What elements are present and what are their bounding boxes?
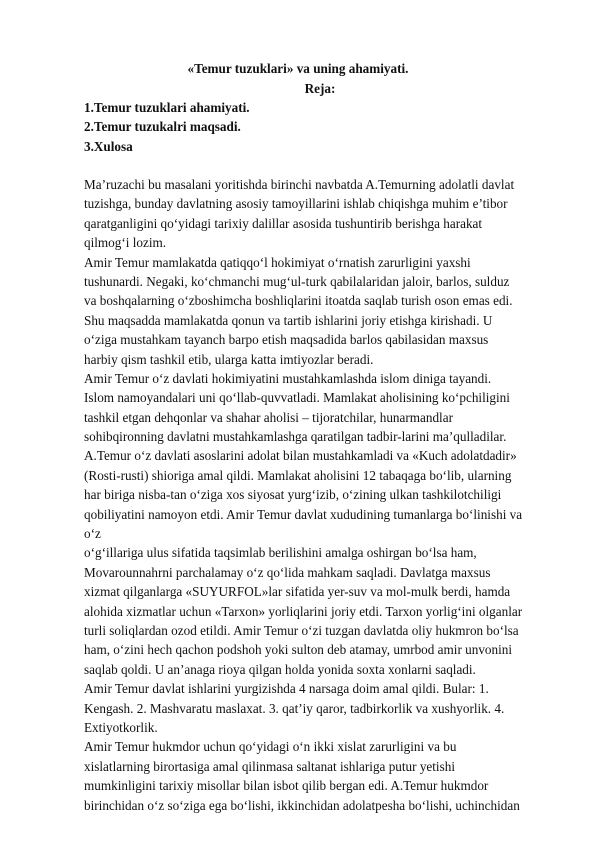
body-line: tashkil etgan dehqonlar va shahar aholisi – tijoratchilar, hunarmandlar	[84, 409, 453, 425]
body-line: o‘ziga mustahkam tayanch barpo etish maqsadida barlos qabilasidan maxsus	[84, 332, 489, 348]
plan-list	[84, 98, 554, 156]
plan-item: 2.Temur tuzukalri maqsadi.	[84, 119, 241, 135]
body-line: (Rosti-rusti) shioriga amal qildi. Mamlakat aholisini 12 tabaqaga bo‘lib, ularning	[84, 467, 512, 483]
body-line: sohibqironning davlatni mustahkamlashga qaratilgan tadbir-larini ma’qulladilar.	[84, 429, 507, 445]
body-line: xizmat qilganlarga «SUYURFOL»lar sifatida yer-suv va mol-mulk berdi, hamda	[84, 584, 511, 600]
body-line: Islom namoyandalari uni qo‘llab-quvvatladi. Mamlakat aholisining ko‘pchiligini	[84, 390, 510, 406]
body-line: turli soliqlardan ozod etildi. Amir Temur o‘zi tuzgan davlatda oliy hukmron bo‘lsa	[84, 622, 519, 638]
body-line: saqlab qoldi. U an’anaga rioya qilgan holda yonida soxta xonlarni saqladi.	[84, 661, 476, 677]
body-line: tuzishga, bunday davlatning asosiy tamoyillarini ishlab chiqishga muhim e’tibor	[84, 196, 508, 212]
body-line: Ma’ruzachi bu masalani yoritishda birinchi navbatda A.Temurning adolatli davlat	[84, 177, 515, 192]
plan-item: 3.Xulosa	[84, 138, 133, 154]
body-line: Amir Temur o‘z davlati hokimiyatini mustahkamlashda islom diniga tayandi.	[84, 370, 492, 386]
body-line: va boshqalarning o‘zboshimcha boshliqlarini itoatda saqlab turish oson emas edi.	[84, 293, 513, 309]
document-title: «Temur tuzuklari» va uning ahamiyati.	[187, 61, 409, 76]
body-line: qilmog‘i lozim.	[84, 235, 167, 251]
body-line: A.Temur o‘z davlati asoslarini adolat bilan mustahkamladi va «Kuch adolatdadir»	[84, 448, 517, 464]
body-line: har biriga nisba-tan o‘ziga xos siyosat yurg‘izib, o‘zining ulkan tashkilotchiligi	[84, 487, 502, 503]
body-line: Amir Temur davlat ishlarini yurgizishda 4 narsaga doim amal qildi. Bular: 1.	[84, 681, 489, 697]
body-text	[84, 175, 564, 815]
plan-heading: Reja:	[304, 81, 336, 96]
body-line: mumkinligini tarixiy misollar bilan isbot qilib bergan edi. A.Temur hukmdor	[84, 778, 489, 794]
body-line: o‘z	[84, 526, 101, 542]
plan-item: 1.Temur tuzuklari ahamiyati.	[84, 100, 250, 115]
body-line: o‘g‘illariga ulus sifatida taqsimlab berilishini amalga oshirgan bo‘lsa ham,	[84, 545, 477, 561]
body-line: birinchidan o‘z so‘ziga ega bo‘lishi, ikkinchidan adolatpesha bo‘lishi, uchinchidan	[84, 797, 520, 813]
body-line: qobiliyatini namoyon etdi. Amir Temur davlat xududining tumanlarga bo‘linishi va	[84, 506, 523, 522]
body-line: alohida xizmatlar uchun «Tarxon» yorliqlarini joriy etdi. Tarxon yorlig‘ini olganlar	[84, 603, 523, 619]
body-line: Amir Temur hukmdor uchun qo‘yidagi o‘n ikki xislat zarurligini va bu	[84, 739, 457, 755]
body-line: Extiyotkorlik.	[84, 719, 158, 735]
body-line: xislatlarning birortasiga amal qilinmasa saltanat ishlariga putur yetishi	[84, 758, 455, 774]
body-line: harbiy qism tashkil etib, ularga katta imtiyozlar beradi.	[84, 351, 374, 367]
body-line: qaratganligini qo‘yidagi tarixiy dalillar asosida tushuntirib berishga harakat	[84, 215, 483, 231]
body-line: Shu maqsadda mamlakatda qonun va tartib ishlarini joriy etishga kirishadi. U	[84, 312, 493, 328]
body-line: tushunardi. Negaki, ko‘chmanchi mug‘ul-turk qabilalaridan jaloir, barlos, sulduz	[84, 273, 510, 289]
body-line: Movarounnahrni parchalamay o‘z qo‘lida mahkam saqladi. Davlatga maxsus	[84, 564, 491, 580]
body-line: Amir Temur mamlakatda qatiqqo‘l hokimiyat o‘rnatish zarurligini yaxshi	[84, 254, 471, 270]
body-line: Kengash. 2. Mashvaratu maslaxat. 3. qat’iy qaror, tadbirkorlik va xushyorlik. 4.	[84, 700, 505, 716]
body-line: ham, o‘zini hech qachon podshoh yoki sulton deb atamay, umrbod amir unvonini	[84, 642, 513, 658]
